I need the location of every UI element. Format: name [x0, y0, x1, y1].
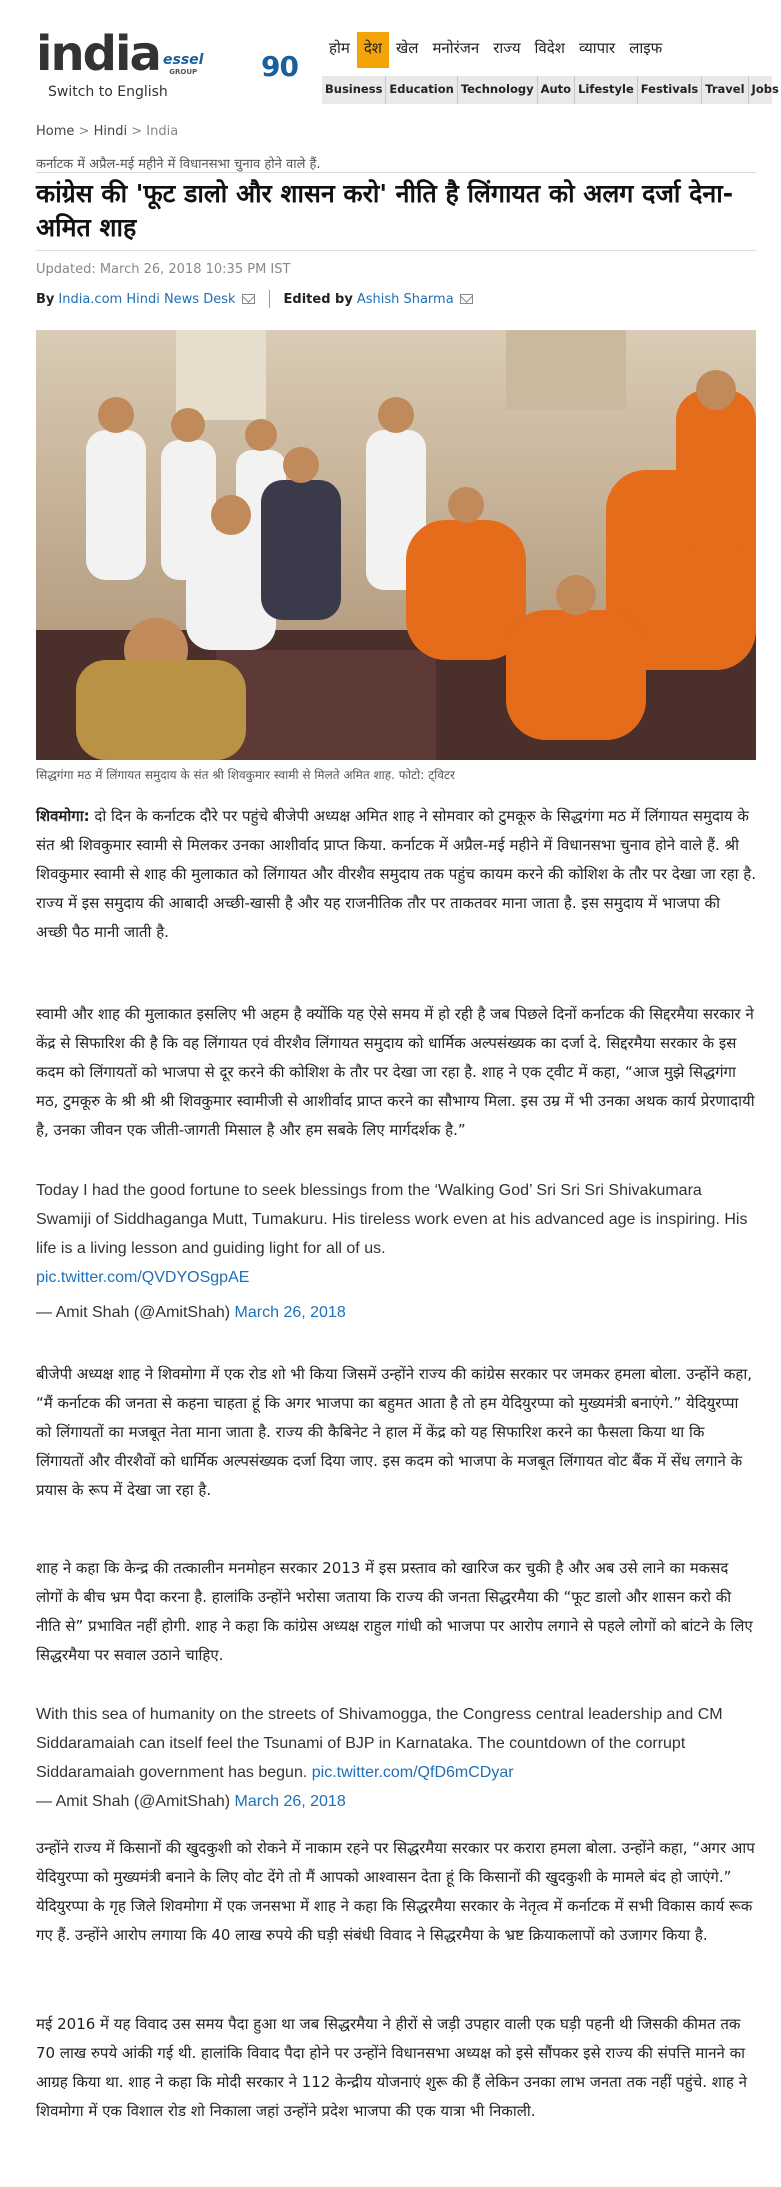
by-label: By [36, 291, 55, 307]
site-logo[interactable]: india [36, 26, 160, 82]
article-updated: Updated: March 26, 2018 10:35 PM IST [36, 262, 291, 277]
author-link[interactable]: India.com Hindi News Desk [58, 291, 236, 307]
article-paragraph: मई 2016 में यह विवाद उस समय पैदा हुआ था जब सिद्धरमैया ने हीरों से जड़ी उपहार वाली एक घड़ी पहनी थी जिसकी कीमत तक 70 लाख रुपये आंकी गई थी. हालांकि विवाद पैदा होने पर उन्होंने विधानसभा अध्यक्ष को इसे सौंपकर इसे राज्य की संपत्ति मानने का आग्रह किया था. शाह ने कहा कि मोदी सरकार ने 112 केन्द्रीय योजनाएं शुरू की हैं लेकिन उनका लाभ जनता तक नहीं पहुंचे. शाह ने शिवमोगा में एक विशाल रोड शो निकाला जहां उन्होंने प्रदेश भाजपा की एक यात्रा भी निकाली. [36, 2015, 747, 2120]
nav-item-technology[interactable]: Technology [458, 76, 538, 104]
essel-logo [163, 52, 203, 76]
nav-item-khel[interactable]: खेल [396, 39, 419, 57]
breadcrumb-hindi[interactable]: Hindi [93, 124, 128, 139]
nav-item-manoranjan[interactable]: मनोरंजन [432, 39, 480, 57]
article-photo [36, 330, 756, 760]
nav-item-desh[interactable]: देश [357, 32, 389, 68]
paragraph-text: दो दिन के कर्नाटक दौरे पर पहुंचे बीजेपी अध्यक्ष अमित शाह ने सोमवार को टुमकूरु के सिद्धगंगा मठ में लिंगायत समुदाय के संत श्री शिवकुमार स्वामी से मिलकर उनका आशीर्वाद प्राप्त किया. कर्नाटक में अप्रैल-मई महीने में विधानसभा चुनाव होने वाले हैं. श्री शिवकुमार स्वामी से शाह की मुलाकात को लिंगायत और वीरशैव समुदाय तक पहुंच कायम करने की कोशिश के तौर पर देखा जा रहा है. राज्य में इस समुदाय की आबादी अच्छी-खासी है और यह राजनीतिक तौर पर ताकतवर माना जाता है. इस समुदाय में भाजपा की अच्छी पैठ मानी जाती है. [36, 807, 757, 941]
nav-item-festivals[interactable]: Festivals [638, 76, 703, 104]
essel-sub: GROUP [169, 68, 198, 76]
article-kicker: कर्नाटक में अप्रैल-मई महीने में विधानसभा चुनाव होने वाले हैं. [36, 157, 321, 172]
article-paragraph: स्वामी और शाह की मुलाकात इसलिए भी अहम है क्योंकि यह ऐसे समय में हो रही है जब पिछले दिनों कर्नाटक की सिद्दरमैया सरकार ने केंद्र से सिफारिश की है कि वह लिंगायत एवं वीरशैव लिंगायत समुदाय को धार्मिक अल्पसंख्यक का दर्जा दे. सिद्दरमैया सरकार के इस कदम को लिंगायतों को भाजपा से दूर करने की कोशिश के तौर पर देखा जा रहा है. शाह ने एक ट्वीट में कहा, “आज मुझे सिद्धगंगा मठ, टुमकूरु के श्री श्री श्री शिवकुमार स्वामीजी से आशीर्वाद प्राप्त करने का सौभाग्य मिला. इस उम्र में भी उनका अथक कार्य प्रेरणादायी है, उनका जीवन एक जीती-जागती मिसाल है और हम सबके लिए मार्गदर्शक है.” [36, 1005, 755, 1139]
nav-item-videsh[interactable]: विदेश [534, 39, 565, 57]
nav-item-travel[interactable]: Travel [702, 76, 748, 104]
editor-link[interactable]: Ashish Sharma [356, 291, 454, 307]
embedded-tweet [36, 1176, 756, 1327]
divider [36, 250, 756, 251]
mail-icon[interactable] [242, 294, 255, 304]
secondary-nav [322, 76, 779, 104]
article-paragraph: उन्होंने राज्य में किसानों की खुदकुशी को रोकने में नाकाम रहने पर सिद्धरमैया सरकार पर करारा हमला बोला. उन्होंने कहा, “अगर आप येदियुरप्पा को मुख्यमंत्री बनाने के लिए वोट देंगे तो मैं आपको आश्वासन देता हूं कि किसानों की खुदकुशी के मामले बंद हो जाएंगे.” येदियुरप्पा के गृह जिले शिवमोगा में एक जनसभा में शाह ने कहा कि सिद्धरमैया सरकार के नेतृत्व में कर्नाटक में सभी विकास कार्य रूक गए हैं. उन्होंने आरोप लगाया कि 40 लाख रुपये की घड़ी संबंधी विवाद ने सिद्धरमैया के भ्रष्ट क्रियाकलापों को उजागर किया है. [36, 1839, 755, 1944]
embedded-tweet [36, 1700, 756, 1816]
nav-item-rajya[interactable]: राज्य [493, 39, 521, 57]
article-paragraph: बीजेपी अध्यक्ष शाह ने शिवमोगा में एक रोड शो भी किया जिसमें उन्होंने राज्य की कांग्रेस सरकार पर जमकर हमला बोला. उन्होंने कहा, “मैं कर्नाटक की जनता से कहना चाहता हूं कि अगर भाजपा का बहुमत आता है तो हम येदियुरप्पा को मुख्यमंत्री बनाएंगे.” येदियुरप्पा को लिंगायतों का मजबूत नेता माना जाता है. राज्य की कैबिनेट ने हाल में केंद्र को यह सिफारिश करने का फैसला किया था कि लिंगायतों और वीरशैवों को धार्मिक अल्पसंख्यक दर्जा दिया जाए. इस कदम को भाजपा के मजबूत लिंगायत वोट बैंक में सेंध लगाने के प्रयास के रूप में देखा जा रहा है. [36, 1365, 752, 1499]
edited-label: Edited by [283, 291, 353, 307]
nav-item-vyapar[interactable]: व्यापार [578, 39, 616, 57]
article-paragraph [36, 802, 756, 947]
breadcrumb-separator: > [78, 124, 90, 139]
switch-to-english-link[interactable]: Switch to English [48, 84, 168, 100]
partner-logos [163, 52, 318, 86]
nav-item-lifestyle[interactable]: Lifestyle [575, 76, 638, 104]
nav-item-life[interactable]: लाइफ [629, 39, 663, 57]
article-title: कांग्रेस की 'फूट डालो और शासन करो' नीति है लिंगायत को अलग दर्जा देना- अमित शाह [36, 172, 756, 245]
mail-icon[interactable] [460, 294, 473, 304]
photo-illustration [36, 330, 756, 760]
byline-divider [269, 290, 270, 308]
tweet-pic-link[interactable]: pic.twitter.com/QVDYOSgpAE [36, 1269, 250, 1286]
tweet-text: With this sea of humanity on the streets of Shivamogga, the Congress central leadership and CM Siddaramaiah can itself feel the Tsunami of BJP in Karnataka. The countdown of the corrupt Siddaramaiah government has begun. [36, 1706, 723, 1781]
article-paragraph: शाह ने कहा कि केन्द्र की तत्कालीन मनमोहन सरकार 2013 में इस प्रस्ताव को खारिज कर चुकी है और अब उसे लाने का मकसद लोगों के बीच भ्रम पैदा करना है. हालांकि उन्होंने भरोसा जताया कि राज्य की जनता सिद्धरमैया की “फूट डालो और शासन करो की नीति से” प्रभावित नहीं होगी. शाह ने कहा कि कांग्रेस अध्यक्ष राहुल गांधी को भाजपा पर आरोप लगाने से पहले लोगों को बांटने के लिए सिद्धरमैया पर सवाल उठाने चाहिए. [36, 1559, 753, 1664]
dateline: शिवमोगा: [36, 807, 90, 825]
breadcrumb [36, 124, 178, 139]
tweet-author: — Amit Shah (@AmitShah) [36, 1304, 231, 1321]
nav-item-home[interactable]: होम [329, 39, 350, 57]
primary-nav [322, 32, 772, 68]
tweet-date-link[interactable]: March 26, 2018 [234, 1304, 346, 1321]
tweet-author: — Amit Shah (@AmitShah) [36, 1793, 231, 1810]
tweet-date-link[interactable]: March 26, 2018 [234, 1793, 346, 1810]
nav-item-business[interactable]: Business [322, 76, 386, 104]
breadcrumb-current: India [146, 124, 179, 139]
nav-item-jobs[interactable]: Jobs [751, 82, 779, 96]
nav-item-education[interactable]: Education [386, 76, 457, 104]
article-byline [36, 290, 473, 308]
essel-name: essel [163, 52, 204, 68]
breadcrumb-separator: > [131, 124, 143, 139]
ninety-logo: 90 [261, 50, 298, 83]
photo-caption: सिद्धगंगा मठ में लिंगायत समुदाय के संत श्री शिवकुमार स्वामी से मिलते अमित शाह. फोटो: ट्विटर [36, 768, 455, 782]
nav-item-auto[interactable]: Auto [538, 76, 576, 104]
breadcrumb-home[interactable]: Home [36, 124, 75, 139]
site-header [0, 0, 781, 110]
tweet-pic-link[interactable]: pic.twitter.com/QfD6mCDyar [311, 1764, 514, 1781]
logo-block [36, 26, 176, 100]
tweet-text: Today I had the good fortune to seek blessings from the ‘Walking God’ Sri Sri Sri Shivakumara Swamiji of Siddhaganga Mutt, Tumakuru. His tireless work even at his advanced age is inspiring. His life is a living lesson and guiding light for all of us. [36, 1182, 748, 1257]
